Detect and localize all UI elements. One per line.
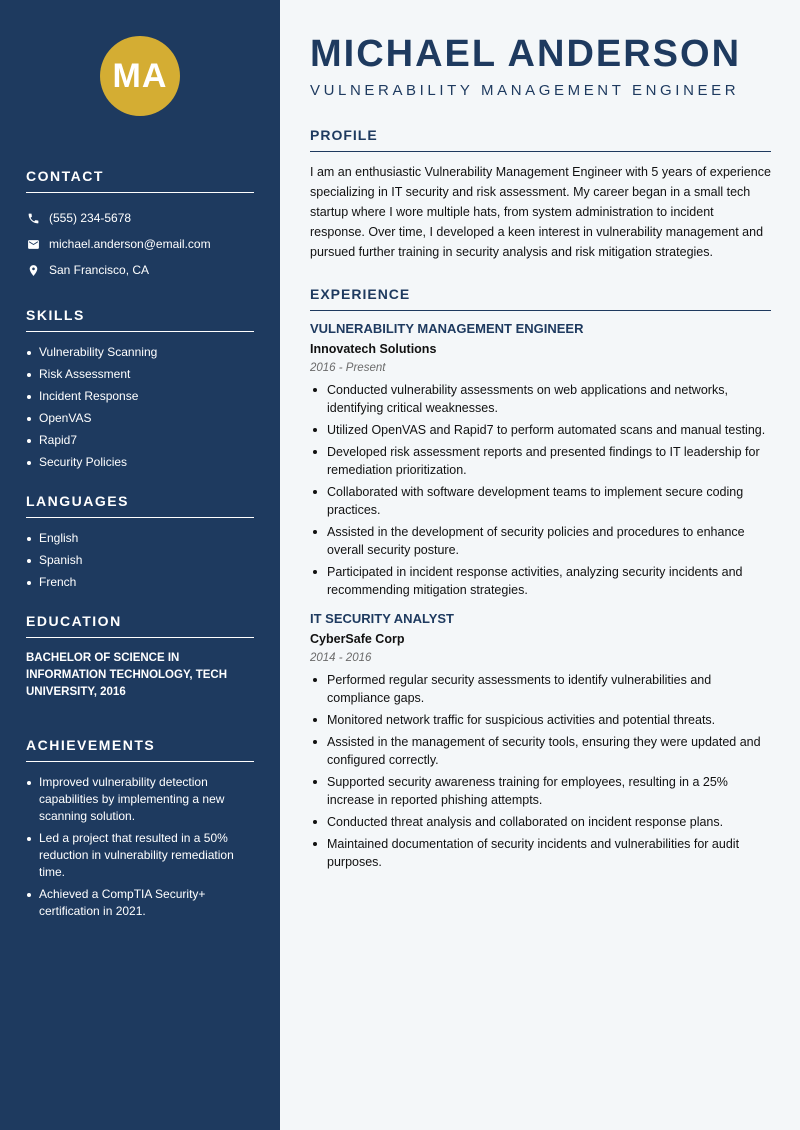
job-entry (310, 321, 771, 599)
candidate-name: MICHAEL ANDERSON (310, 33, 742, 75)
achievements-section (26, 737, 254, 920)
contact-heading: CONTACT (26, 168, 254, 193)
profile-text: I am an enthusiastic Vulnerability Management Engineer with 5 years of experience specializing in IT security and risk assessment. My career began in a small tech startup where I wore multiple hats, from system administration to incident response. Over time, I developed a keen interest in vulnerability management and pursued further training in security analysis and risk mitigation strategies. (310, 165, 771, 259)
job-company: Innovatech Solutions (310, 342, 437, 356)
location-pin-icon (26, 263, 40, 277)
sidebar (0, 0, 280, 1130)
phone-icon (26, 211, 40, 225)
contact-section (26, 168, 254, 283)
email-icon (26, 237, 40, 251)
achievement-item: Improved vulnerability detection capabilities by implementing a new scanning solution. (26, 774, 254, 825)
skill-item: Incident Response (26, 388, 254, 405)
skill-item: OpenVAS (26, 410, 254, 427)
skills-section (26, 307, 254, 471)
job-bullet: Assisted in the development of security policies and procedures to enhance overall security posture. (310, 523, 771, 559)
profile-section (310, 127, 771, 262)
job-bullet: Utilized OpenVAS and Rapid7 to perform automated scans and manual testing. (310, 421, 771, 439)
job-bullet: Participated in incident response activities, analyzing security incidents and recommending mitigation strategies. (310, 563, 771, 599)
contact-phone (26, 205, 254, 231)
email-text: michael.anderson@email.com (49, 237, 211, 251)
skill-item: Security Policies (26, 454, 254, 471)
job-bullet: Developed risk assessment reports and presented findings to IT leadership for remediation prioritization. (310, 443, 771, 479)
languages-heading: LANGUAGES (26, 493, 254, 518)
job-bullets (310, 671, 771, 871)
location-text: San Francisco, CA (49, 263, 150, 277)
job-entry (310, 611, 771, 871)
job-bullet: Conducted vulnerability assessments on web applications and networks, identifying critical weaknesses. (310, 381, 771, 417)
skills-list (26, 344, 254, 471)
job-role: VULNERABILITY MANAGEMENT ENGINEER (310, 321, 584, 336)
experience-heading: EXPERIENCE (310, 286, 771, 311)
job-dates: 2016 - Present (310, 362, 386, 374)
job-role: IT SECURITY ANALYST (310, 611, 454, 626)
job-dates: 2014 - 2016 (310, 652, 372, 664)
skills-heading: SKILLS (26, 307, 254, 332)
candidate-title: VULNERABILITY MANAGEMENT ENGINEER (310, 82, 740, 99)
job-bullet: Conducted threat analysis and collaborated on incident response plans. (310, 813, 771, 831)
education-degree: BACHELOR OF SCIENCE IN INFORMATION TECHNOLOGY, TECH UNIVERSITY, 2016 (26, 652, 228, 698)
job-bullet: Supported security awareness training for employees, resulting in a 25% increase in reported phishing attempts. (310, 773, 771, 809)
job-bullets (310, 381, 771, 599)
avatar (100, 36, 180, 116)
job-bullet: Performed regular security assessments to identify vulnerabilities and compliance gaps. (310, 671, 771, 707)
main-content (280, 0, 800, 1130)
skill-item: Vulnerability Scanning (26, 344, 254, 361)
education-heading: EDUCATION (26, 613, 254, 638)
avatar-initials: MA (112, 56, 168, 95)
job-bullet: Assisted in the management of security tools, ensuring they were updated and configured correctly. (310, 733, 771, 769)
job-company: CyberSafe Corp (310, 632, 405, 646)
achievement-item: Achieved a CompTIA Security+ certification in 2021. (26, 886, 254, 920)
phone-text: (555) 234-5678 (49, 211, 132, 225)
language-item: Spanish (26, 552, 254, 569)
achievements-heading: ACHIEVEMENTS (26, 737, 254, 762)
achievements-list (26, 774, 254, 920)
achievement-item: Led a project that resulted in a 50% reduction in vulnerability remediation time. (26, 830, 254, 881)
job-bullet: Monitored network traffic for suspicious activities and potential threats. (310, 711, 771, 729)
job-bullet: Collaborated with software development teams to implement secure coding practices. (310, 483, 771, 519)
language-item: French (26, 574, 254, 591)
experience-section (310, 286, 771, 871)
job-bullet: Maintained documentation of security incidents and vulnerabilities for audit purposes. (310, 835, 771, 871)
languages-section (26, 493, 254, 591)
contact-email (26, 231, 254, 257)
languages-list (26, 530, 254, 591)
skill-item: Rapid7 (26, 432, 254, 449)
skill-item: Risk Assessment (26, 366, 254, 383)
education-section (26, 613, 254, 701)
contact-location (26, 257, 254, 283)
profile-heading: PROFILE (310, 127, 771, 152)
language-item: English (26, 530, 254, 547)
